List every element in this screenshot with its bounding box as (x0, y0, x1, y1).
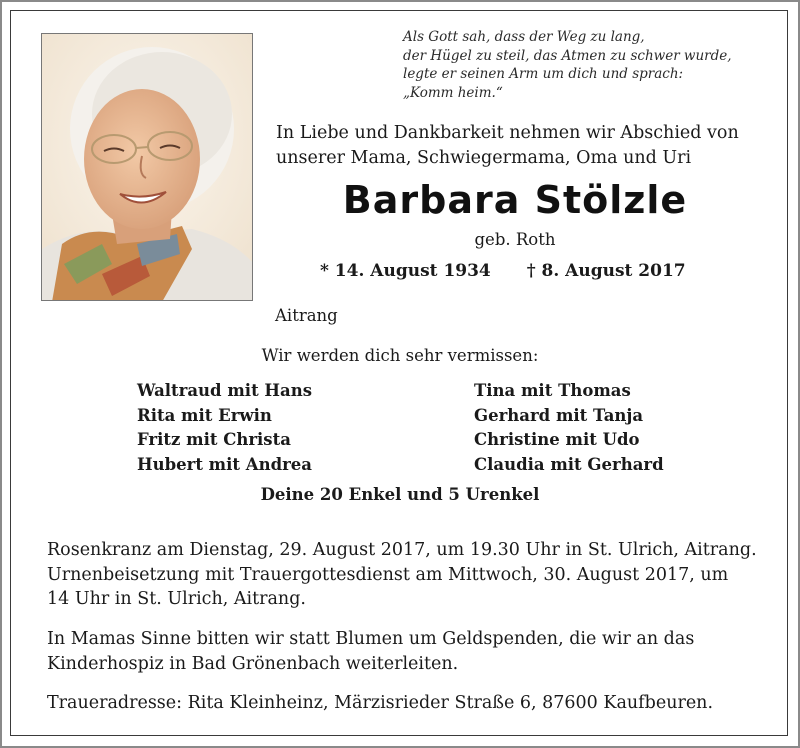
verse-line: der Hügel zu steil, das Atmen zu schwer wurde, (403, 47, 732, 64)
portrait-photo (41, 33, 253, 301)
birth-name: geb. Roth (474, 230, 556, 249)
notice-line: Urnenbeisetzung mit Trauergottesdienst am Mittwoch, 30. August 2017, um (47, 564, 729, 585)
intro-line: unserer Mama, Schwiegermama, Oma und Uri (276, 148, 692, 168)
death-date: † 8. August 2017 (526, 261, 686, 281)
notice-line: In Mamas Sinne bitten wir statt Blumen um Geldspenden, die wir an das (47, 629, 695, 649)
mourner-entry: Tina mit Thomas (474, 381, 631, 400)
mourning-address: Traueradresse: Rita Kleinheinz, Märzisrieder Straße 6, 87600 Kaufbeuren. (47, 693, 714, 713)
mourner-entry: Christine mit Udo (474, 430, 640, 449)
verse-line: Als Gott sah, dass der Weg zu lang, (403, 29, 645, 45)
mourners-heading: Wir werden dich sehr vermissen: (261, 346, 539, 365)
birth-date: * 14. August 1934 (320, 261, 491, 281)
notice-line: 14 Uhr in St. Ulrich, Aitrang. (47, 589, 306, 609)
memorial-verse (403, 28, 732, 102)
deceased-name: Barbara Stölzle (342, 178, 688, 222)
place-of-residence: Aitrang (275, 306, 338, 325)
intro-line: In Liebe und Dankbarkeit nehmen wir Abschied von (276, 123, 739, 143)
donation-notice (47, 627, 694, 676)
notice-line: Kinderhospiz in Bad Grönenbach weiterleiten. (47, 653, 459, 674)
intro-text (276, 121, 739, 171)
mourner-entry: Fritz mit Christa (137, 430, 291, 449)
mourner-entry: Claudia mit Gerhard (474, 454, 664, 474)
mourner-entry: Hubert mit Andrea (137, 454, 312, 474)
grandchildren-line: Deine 20 Enkel und 5 Urenkel (260, 485, 540, 504)
mourner-entry: Gerhard mit Tanja (474, 405, 644, 425)
verse-line: legte er seinen Arm um dich und sprach: (403, 66, 684, 82)
mourner-entry: Waltraud mit Hans (137, 381, 312, 400)
mourners-left-column (137, 379, 312, 477)
notice-line: Rosenkranz am Dienstag, 29. August 2017, um 19.30 Uhr in St. Ulrich, Aitrang. (47, 540, 757, 560)
mourner-entry: Rita mit Erwin (137, 405, 272, 425)
mourners-right-column (474, 379, 664, 477)
portrait-illustration (42, 34, 253, 301)
service-notice (47, 538, 757, 612)
life-dates (320, 261, 686, 281)
verse-line: „Komm heim.“ (403, 84, 503, 101)
